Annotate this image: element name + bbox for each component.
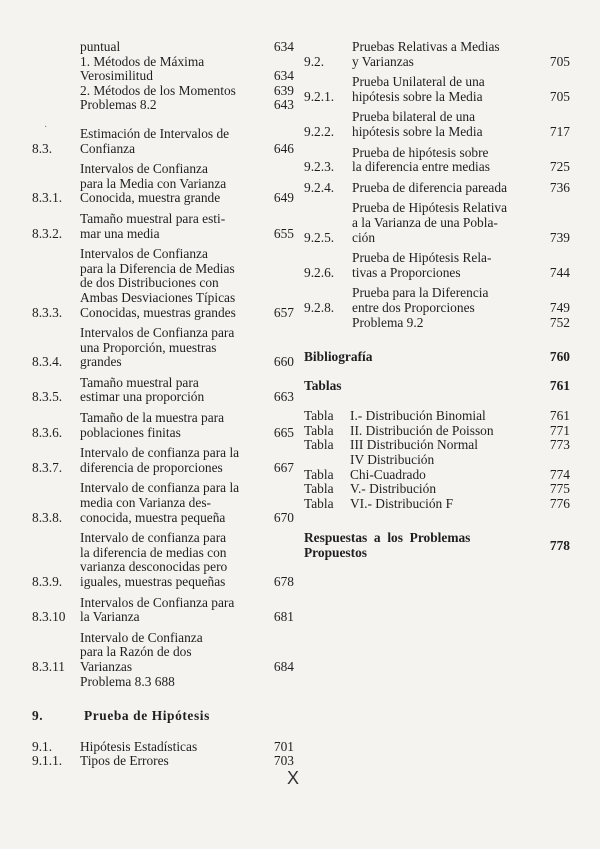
left-entries	[32, 127, 294, 675]
toc-entry	[304, 497, 570, 512]
entry-title	[352, 40, 546, 69]
entry-title-line: Tamaño muestral para	[80, 374, 199, 390]
entry-title	[352, 201, 546, 245]
entry-number: 8.3.11	[32, 658, 65, 674]
entry-title-line: Prueba de diferencia pareada	[352, 179, 508, 195]
entry-title-line: hipótesis sobre la Media	[352, 88, 483, 104]
entry-title-line: IV Distribución	[350, 452, 435, 468]
entry-title	[350, 438, 546, 453]
entry-title	[80, 247, 270, 320]
toc-entry	[304, 438, 570, 453]
entry-title-line: Prueba de Hipótesis Relativa	[352, 200, 508, 216]
entry-title	[80, 127, 270, 156]
entry-page: 776	[549, 495, 570, 511]
entry-title-line: entre dos Proporciones	[352, 299, 475, 315]
answers-heading	[304, 531, 570, 560]
entry-title	[352, 110, 546, 139]
entry-title-line: Intervalos de Confianza para	[80, 594, 235, 610]
page-number: X	[287, 768, 300, 788]
entry-title-line: tivas a Proporciones	[352, 264, 461, 280]
toc-entry	[32, 754, 294, 769]
entry-title-line: diferencia de proporciones	[80, 459, 223, 475]
entry-page: 678	[273, 574, 294, 589]
entry-page: 670	[273, 509, 294, 525]
entry-page: 701	[273, 738, 294, 754]
toc-entry	[32, 631, 294, 675]
entry-number: 8.3.10	[32, 609, 66, 625]
entry-title	[80, 531, 270, 589]
entry-title-line: grandes	[80, 354, 122, 370]
left-column	[32, 40, 294, 769]
entry-title-line: Tamaño de la muestra para	[80, 410, 225, 426]
entry-page: 681	[273, 609, 294, 625]
entry-title-line: Confianza	[80, 140, 136, 156]
entry-page: 725	[549, 159, 570, 175]
answers-line2: Propuestos	[304, 545, 367, 561]
entry-title-line: Intervalos de Confianza	[80, 246, 208, 262]
entry-number: 8.3.3.	[32, 304, 63, 320]
toc-entry	[304, 424, 570, 439]
cont-row	[80, 40, 294, 55]
toc-entry	[304, 251, 570, 280]
entry-title-line: Conocida, muestra grande	[80, 190, 221, 206]
entry-title-line: media con Varianza des-	[80, 495, 211, 511]
entry-title-line: Intervalo de confianza para la	[80, 480, 240, 496]
entry-title	[80, 740, 270, 755]
toc-entry	[304, 110, 570, 139]
stray-mark: ·	[44, 122, 48, 133]
entry-title	[352, 286, 546, 315]
toc-entry	[32, 127, 294, 156]
chapter-heading	[32, 709, 294, 724]
entry-title-line: estimar una proporción	[80, 389, 205, 405]
entry-title-line: Chi-Cuadrado	[350, 466, 426, 482]
entry-page: 773	[549, 437, 570, 453]
entry-page: 684	[273, 658, 294, 674]
entry-title	[80, 481, 270, 525]
entry-title-line: Prueba de Hipótesis Rela-	[352, 250, 492, 266]
entry-title	[80, 326, 270, 370]
entry-title	[350, 424, 546, 439]
entry-page: 660	[273, 354, 294, 370]
entry-title-line: mar una media	[80, 225, 160, 241]
entry-title-line: y Varianzas	[352, 53, 414, 69]
entry-page: 761	[549, 408, 570, 424]
entry-number: 9.2.	[304, 53, 325, 69]
answers-line1: Respuestas a los Problemas	[304, 530, 471, 546]
method2-label: 2. Métodos de los Momentos	[80, 82, 236, 98]
entry-number: 8.3.	[32, 140, 53, 156]
entry-title-line: Estimación de Intervalos de	[80, 125, 230, 141]
entry-title	[352, 75, 546, 104]
entry-page: 646	[273, 140, 294, 156]
entry-page: 657	[273, 304, 294, 320]
entry-title	[80, 212, 270, 241]
entry-number: 8.3.4.	[32, 354, 63, 370]
entry-title-line: II. Distribución de Poisson	[350, 422, 494, 438]
method2-page: 639	[273, 82, 294, 98]
problem92-block	[304, 316, 570, 331]
toc-entry	[32, 740, 294, 755]
answers-page: 778	[549, 537, 570, 553]
entry-title-line: poblaciones finitas	[80, 424, 181, 440]
method1-line2: Verosimilitud	[80, 68, 153, 84]
entry-number: 9.1.	[32, 738, 53, 754]
entry-number: Tabla	[304, 466, 334, 482]
problems82-row	[80, 98, 294, 113]
method1-page: 634	[273, 68, 294, 84]
entry-title-line: conocida, muestra pequeña	[80, 509, 226, 525]
problem83: Problema 8.3 688	[80, 673, 175, 689]
toc-entry	[32, 376, 294, 405]
entry-number: Tabla	[304, 408, 334, 424]
toc-entry	[32, 446, 294, 475]
entry-page: 665	[273, 424, 294, 440]
chapter-title: Prueba de Hipótesis	[83, 708, 210, 724]
entry-page: 667	[273, 459, 294, 475]
entry-title-line: V.- Distribución	[350, 481, 437, 497]
right-entries	[304, 40, 570, 316]
entry-title-line: Pruebas Relativas a Medias	[352, 39, 500, 54]
entry-number: Tabla	[304, 481, 334, 497]
entry-title-line: Prueba bilateral de una	[352, 109, 476, 125]
entry-title-line: Intervalo de confianza para la	[80, 445, 240, 461]
toc-entry	[32, 411, 294, 440]
entry-title-line: la diferencia de medias con	[80, 544, 227, 560]
entry-number: 9.2.3.	[304, 159, 335, 175]
toc-entry	[32, 162, 294, 206]
entry-number: 8.3.2.	[32, 225, 63, 241]
entry-page: 655	[273, 225, 294, 241]
method1-row	[80, 69, 294, 84]
entry-page: 663	[273, 389, 294, 405]
toc-entry	[304, 146, 570, 175]
entry-title	[80, 376, 270, 405]
toc-entry	[32, 212, 294, 241]
entry-page: 749	[549, 299, 570, 315]
entry-number: 9.2.8.	[304, 299, 335, 315]
answers-text	[304, 531, 470, 560]
entry-number: 9.2.5.	[304, 229, 335, 245]
toc-entry	[32, 326, 294, 370]
entry-title-line: iguales, muestras pequeñas	[80, 574, 226, 589]
toc-entry	[32, 247, 294, 320]
bibliography-heading	[304, 350, 570, 365]
toc-entry	[304, 181, 570, 196]
toc-entry	[32, 531, 294, 589]
entry-title	[350, 409, 546, 424]
problems82-label: Problemas 8.2	[80, 97, 157, 113]
toc-entry	[304, 409, 570, 424]
entry-page: 771	[549, 422, 570, 438]
entry-title	[80, 162, 270, 206]
entry-title-line: una Proporción, muestras	[80, 339, 217, 355]
entry-title-line: Varianzas	[80, 658, 133, 674]
entry-page: 736	[549, 179, 570, 195]
entry-title-line: Tipos de Errores	[80, 753, 169, 769]
entry-page: 717	[549, 123, 570, 139]
entry-number: 8.3.5.	[32, 389, 63, 405]
entry-title-line: Ambas Desviaciones Típicas	[80, 289, 236, 305]
bibliography-page: 760	[549, 349, 570, 365]
entry-page: 739	[549, 229, 570, 245]
entry-number: 9.2.6.	[304, 264, 335, 280]
entry-title	[350, 482, 546, 497]
toc-entry	[304, 453, 570, 482]
right-column	[304, 40, 570, 561]
entry-title-line: Prueba para la Diferencia	[352, 285, 489, 301]
entry-title	[80, 631, 270, 675]
entry-title-line: ción	[352, 229, 376, 245]
entry-title-line: Intervalo de Confianza	[80, 629, 203, 645]
tables-label: Tablas	[304, 377, 342, 393]
entry-title-line: de dos Distribuciones con	[80, 275, 219, 291]
entry-title-line: Intervalos de Confianza para	[80, 325, 235, 341]
entry-number: 9.2.2.	[304, 123, 335, 139]
entry-page: 775	[549, 481, 570, 497]
entry-number: 9.2.4.	[304, 179, 335, 195]
toc-entry	[32, 596, 294, 625]
toc-entry	[304, 40, 570, 69]
entry-number: Tabla	[304, 495, 334, 511]
entry-title-line: Intervalos de Confianza	[80, 161, 208, 177]
cont-page: 634	[273, 39, 294, 54]
entry-title-line: la diferencia entre medias	[352, 159, 490, 175]
problem92-label: Problema 9.2	[352, 314, 424, 330]
entry-title-line: varianza desconocidas pero	[80, 559, 228, 575]
method1-line1: 1. Métodos de Máxima	[80, 53, 205, 69]
entry-title-line: a la Varianza de una Pobla-	[352, 214, 498, 230]
method2-row	[80, 84, 294, 99]
toc-entry	[32, 481, 294, 525]
entry-title-line: Intervalo de confianza para	[80, 530, 227, 546]
entry-number: 8.3.7.	[32, 459, 63, 475]
entry-title-line: Conocidas, muestras grandes	[80, 304, 236, 320]
entry-title-line: para la Diferencia de Medias	[80, 260, 235, 276]
entry-number: 9.1.1.	[32, 753, 63, 769]
problems82-page: 643	[273, 97, 294, 113]
entry-page: 705	[549, 88, 570, 104]
entry-title	[352, 146, 546, 175]
entry-number: Tabla	[304, 422, 334, 438]
entry-title-line: Tamaño muestral para esti-	[80, 210, 226, 226]
entry-title	[350, 453, 546, 482]
problem92-page: 752	[549, 314, 570, 330]
entry-page: 705	[549, 53, 570, 69]
entry-title-line: I.- Distribución Binomial	[350, 408, 486, 424]
cont-label: puntual	[80, 39, 121, 54]
entry-title	[80, 596, 270, 625]
entry-title	[352, 251, 546, 280]
entry-title-line: para la Razón de dos	[80, 644, 192, 660]
entry-number: 9.2.1.	[304, 88, 335, 104]
entry-title-line: Hipótesis Estadísticas	[80, 738, 198, 754]
entry-number: 8.3.1.	[32, 190, 63, 206]
entry-title-line: Prueba de hipótesis sobre	[352, 144, 489, 160]
entry-title-line: la Varianza	[80, 609, 140, 625]
entry-title	[80, 411, 270, 440]
entry-page: 649	[273, 190, 294, 206]
bibliography-label: Bibliografía	[304, 349, 373, 365]
tables-page: 761	[549, 377, 570, 393]
toc-entry	[304, 75, 570, 104]
toc-entry	[304, 286, 570, 315]
table-list	[304, 409, 570, 511]
entry-title-line: VI.- Distribución F	[350, 495, 454, 511]
entry-title-line: hipótesis sobre la Media	[352, 123, 483, 139]
toc-entry	[304, 482, 570, 497]
entry-number: 8.3.9.	[32, 574, 63, 589]
chapter-number: 9.	[32, 708, 44, 724]
chapter9-entries	[32, 740, 294, 769]
continued-block	[32, 40, 294, 113]
entry-title	[80, 446, 270, 475]
entry-page: 703	[273, 753, 294, 769]
toc-entry	[304, 201, 570, 245]
entry-title-line: Prueba Unilateral de una	[352, 74, 485, 90]
entry-page: 774	[549, 466, 570, 482]
entry-title	[80, 754, 270, 769]
problem92-row	[352, 316, 570, 331]
entry-title-line: III Distribución Normal	[350, 437, 478, 453]
entry-title-line: para la Media con Varianza	[80, 175, 227, 191]
tables-heading	[304, 379, 570, 394]
entry-number: Tabla	[304, 437, 334, 453]
entry-number: 8.3.8.	[32, 509, 63, 525]
entry-title	[352, 181, 546, 196]
entry-number: 8.3.6.	[32, 424, 63, 440]
entry-title	[350, 497, 546, 512]
entry-page: 744	[549, 264, 570, 280]
